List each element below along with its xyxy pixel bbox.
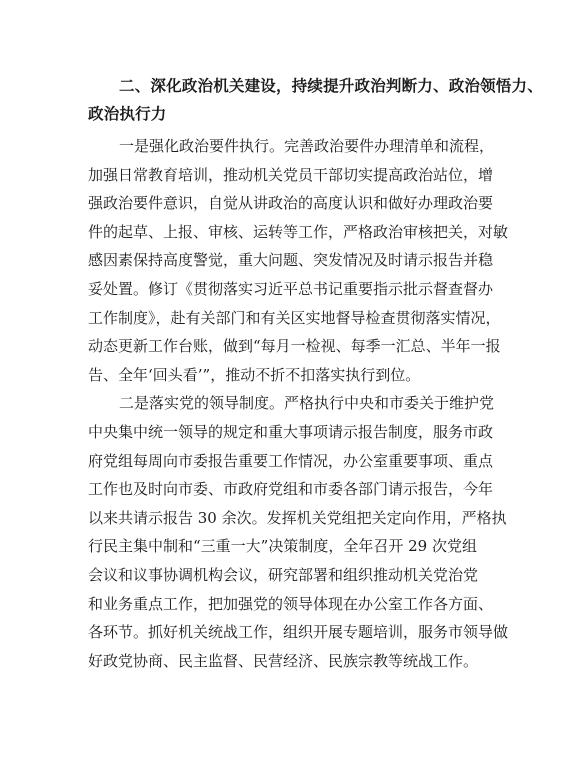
paragraph-line: 一是强化政治要件执行。完善政治要件办理清单和流程， [119, 137, 495, 155]
paragraph-line: 行民主集中制和“三重一大”决策制度，全年召开 29 次党组 [88, 537, 477, 556]
paragraph-line: 妥处置。修订《贯彻落实习近平总书记重要指示批示督查督办 [88, 279, 494, 298]
heading-line: 政治执行力 [88, 104, 167, 123]
paragraph-line: 工作制度》，赴有关部门和有关区实地督导检查贯彻落实情况， [88, 308, 501, 327]
paragraph-line: 告、全年‘回头看’”，推动不折不扣落实执行到位。 [88, 365, 421, 384]
paragraph-line: 各环节。抓好机关统战工作，组织开展专题培训，服务市领导做 [88, 623, 509, 642]
paragraph-line: 二是落实党的领导制度。严格执行中央和市委关于维护党 [119, 394, 495, 413]
document-body [88, 72, 543, 675]
paragraph-line: 件的起草、上报、审核、运转等工作，严格政治审核把关，对敏 [88, 222, 509, 241]
section-heading [88, 72, 543, 128]
paragraph-line: 工作也及时向市委、市政府党组和市委各部门请示报告，今年 [88, 480, 494, 499]
paragraph-line: 和业务重点工作，把加强党的领导体现在办公室工作各方面、 [88, 594, 494, 613]
paragraph-line: 中央集中统一领导的规定和重大事项请示报告制度，服务市政 [88, 422, 494, 441]
paragraph-line: 府党组每周向市委报告重要工作情况，办公室重要事项、重点 [88, 451, 494, 470]
paragraph-line: 强政治要件意识，自觉从讲政治的高度认识和做好办理政治要 [88, 194, 494, 213]
paragraph-line: 加强日常教育培训，推动机关党员干部切实提高政治站位，增 [88, 165, 494, 184]
paragraph-line: 以来共请示报告 30 余次。发挥机关党组把关定向作用，严格执 [88, 508, 507, 527]
paragraph-line: 会议和议事协调机构会议，研究部署和组织推动机关党治党 [88, 565, 479, 584]
paragraph-political-documents [88, 132, 508, 389]
paragraph-line: 感因素保持高度警觉，重大问题、突发情况及时请示报告并稳 [88, 251, 494, 270]
heading-line: 二、深化政治机关建设，持续提升政治判断力、政治领悟力、 [119, 76, 543, 95]
paragraph-line: 好政党协商、民主监督、民营经济、民族宗教等统战工作。 [88, 651, 479, 670]
paragraph-party-leadership [88, 389, 508, 675]
paragraph-line: 动态更新工作台账，做到“每月一检视、每季一汇总、半年一报 [88, 337, 501, 356]
